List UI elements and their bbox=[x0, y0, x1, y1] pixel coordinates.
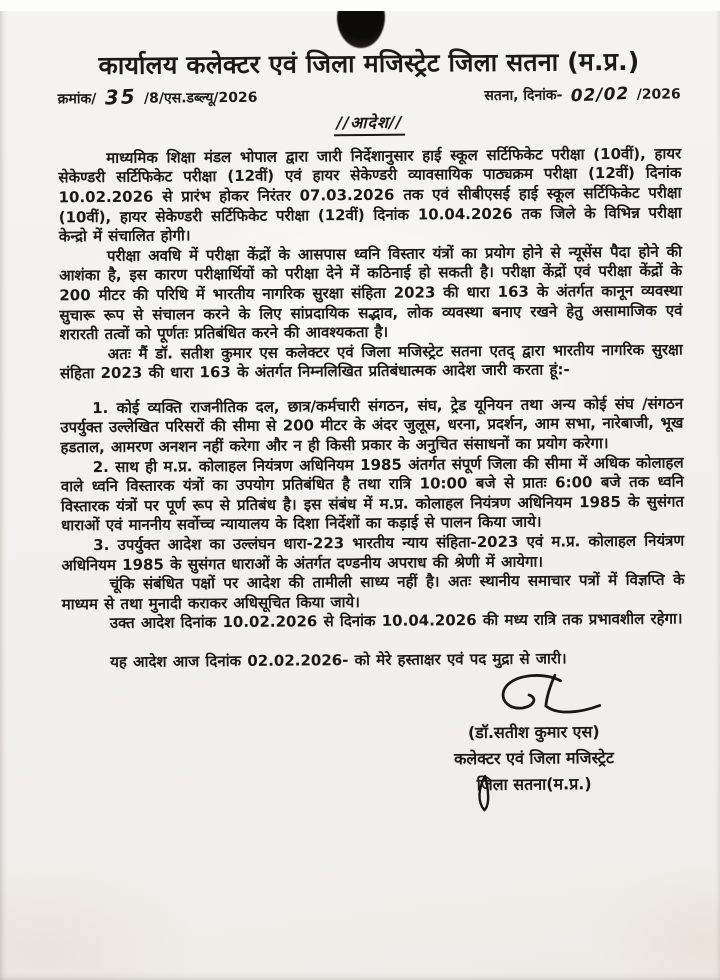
reference-number bbox=[58, 83, 258, 109]
signatory-name: (डॉ.सतीश कुमार एस) bbox=[467, 721, 600, 742]
paragraph-effective-period: उक्त आदेश दिनांक 10.02.2026 से दिनांक 10.04.2026 की मध्य रात्रि तक प्रभावशील रहेगा। bbox=[109, 609, 683, 633]
ref-suffix: /8/एस.डब्ल्यू/2026 bbox=[143, 89, 258, 107]
order-heading-row bbox=[58, 108, 681, 138]
pen-mark-icon bbox=[475, 774, 493, 814]
date-year: /2026 bbox=[636, 86, 681, 103]
place-and-date bbox=[484, 83, 681, 105]
ref-number-handwritten: 35 bbox=[103, 83, 137, 110]
paragraph-exam-schedule: माध्यमिक शिक्षा मंडल भोपाल द्वारा जारी निर्देशानुसार हाई स्कूल सर्टिफिकेट परीक्षा (10वीं), हायर सेकेण्डरी सर्टिफिकेट परीक्षा (12वीं) एवं हायर सेकेण्डरी व्यावसायिक पाठ्यक्रम परीक्षा (12वीं) दिनांक 10.02.2026 से प्रारंभ होकर निरंतर 07.03.2026 तक एवं सीबीएसई हाई स्कूल सर्टिफिकेट परीक्षा (10वीं), हायर सेकेण्डरी सर्टिफिकेट परीक्षा (12वीं) दिनांक 10.04.2026 तक जिले के विभिन्न परीक्षा केन्द्रो में संचालित होगी। bbox=[58, 144, 682, 246]
paragraph-order-declaration: अतः मैं डॉ. सतीश कुमार एस कलेक्टर एवं जिला मजिस्ट्रेट सतना एतद् द्वारा भारतीय नागरिक सुरक्षा संहिता 2023 की धारा 163 के अंतर्गत निम्नलिखित प्रतिबंधात्मक आदेश जारी करता हूं:- bbox=[59, 340, 683, 383]
paragraph-public-notification: चूंकि संबंधित पक्षों पर आदेश की तामीली साध्य नहीं है। अतः स्थानीय समाचार पत्रों में विज्ञप्ति के माध्यम से तथा मुनादी कराकर अधिसूचित किया जाये। bbox=[61, 570, 685, 614]
signatory-district: जिला सतना(म.प्र.) bbox=[476, 773, 592, 794]
signature-block bbox=[403, 670, 664, 798]
order-item-3: 3. उपर्युक्त आदेश का उल्लंघन धारा-223 भारतीय न्याय संहिता-2023 एवं म.प्र. कोलाहल नियंत्रण अधिनियम 1985 के सुसंगत धाराओं के अंतर्गत दण्डनीय अपराध की श्रेणी में आयेगा। bbox=[61, 531, 685, 574]
ref-label: क्रमांक/ bbox=[57, 90, 97, 108]
office-title: कार्यालय कलेक्टर एवं जिला मजिस्ट्रेट जिला सतना (म.प्र.) bbox=[98, 46, 640, 81]
order-item-2: 2. साथ ही म.प्र. कोलाहल नियंत्रण अधिनियम 1985 अंतर्गत संपूर्ण जिला की सीमा में अधिक कोलाहल वाले ध्वनि विस्तारक यंत्रों का उपयोग प्रतिबंधित है तथा रात्रि 10:00 बजे से प्रातः 6:00 बजे तक ध्वनि विस्तारक यंत्रों पर पूर्ण रूप से प्रतिबंध है। इस संबंध में म.प्र. कोलाहल नियंत्रण अधिनियम 1985 के सुसंगत धाराओं एवं माननीय सर्वोच्च न्यायालय के दिशा निर्देशों का कड़ाई से पालन किया जाये। bbox=[60, 453, 685, 535]
signature-scribble-icon bbox=[493, 671, 605, 724]
paragraph-issued-under-signature: यह आदेश आज दिनांक 02.02.2026- को मेरे हस्ताक्षर एवं पद मुद्रा से जारी। bbox=[110, 649, 567, 671]
paragraph-nuisance-concern: परीक्षा अवधि में परीक्षा केंद्रों के आसपास ध्वनि विस्तार यंत्रों का प्रयोग होने से न्यूसेंस पैदा होने की आशंका है, इस कारण परीक्षार्थियों को परीक्षा देने में कठिनाई हो सकती है। परीक्षा केंद्रों एवं परीक्षा केंद्रों के 200 मीटर की परिधि में भारतीय नागरिक सुरक्षा संहिता 2023 की धारा 163 के अंतर्गत कानून व्यवस्था सुचारू रूप से संचालन करने के लिए सांप्रदायिक सद्भाव, लोक व्यवस्था बनाए रखने हेतु असामाजिक एवं शरारती तत्वों को पूर्णतः प्रतिबंधित करने की आवश्यकता है। bbox=[59, 242, 683, 344]
date-handwritten: 02/02 bbox=[569, 83, 630, 107]
place-date-label: सतना, दिनांक- bbox=[484, 87, 563, 104]
reference-and-date-row bbox=[58, 79, 681, 108]
signatory-designation: कलेक्टर एवं जिला मजिस्ट्रेट bbox=[453, 747, 614, 768]
order-item-1: 1. कोई व्यक्ति राजनीतिक दल, छात्र/कर्मचारी संगठन, संघ, ट्रेड यूनियन तथा अन्य कोई संघ /संगठन उपर्युक्त उल्लेखित परिसरों की सीमा से 200 मीटर के अंदर जुलूस, धरना, प्रदर्शन, आम सभा, नारेबाजी, भूख हडताल, आमरण अनशन नहीं करेगा और न ही किसी प्रकार के अनुचित संसाधनों का प्रयोग करेगा। bbox=[60, 394, 684, 457]
order-heading: //आदेश// bbox=[334, 110, 404, 136]
signatory-district-wrap bbox=[477, 771, 592, 798]
